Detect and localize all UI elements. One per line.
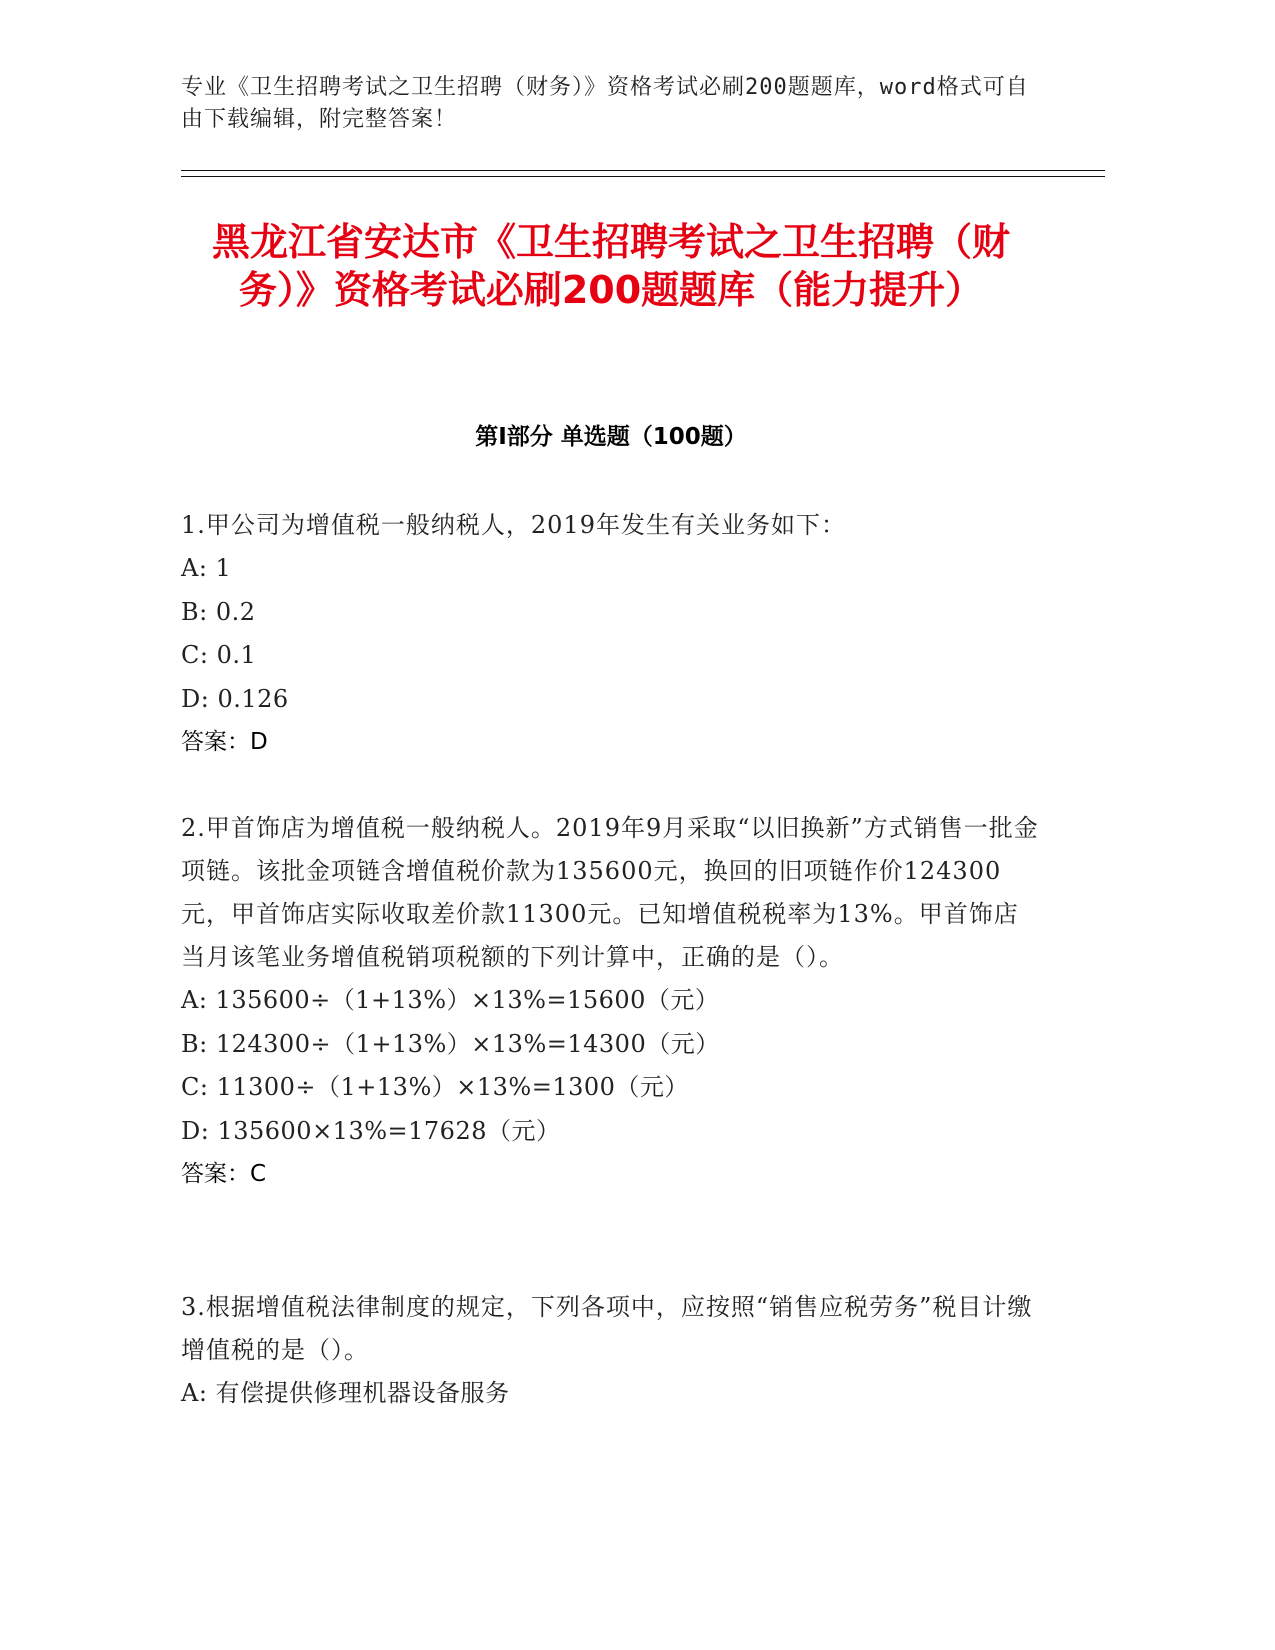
option-c: C: 0.1 bbox=[181, 641, 257, 669]
header-note: 专业《卫生招聘考试之卫生招聘（财务）》资格考试必刷200题题库，word格式可自由下载编辑，附完整答案！ bbox=[181, 75, 1029, 132]
question-stem: 3.根据增值税法律制度的规定，下列各项中，应按照“销售应税劳务”税目计缴增值税的是（）。 bbox=[181, 1293, 1033, 1364]
header-divider-top bbox=[181, 170, 1105, 171]
option-a: A: 有偿提供修理机器设备服务 bbox=[181, 1379, 510, 1407]
question-1 bbox=[181, 504, 1041, 764]
header-divider-bottom bbox=[181, 176, 1105, 177]
option-d: D: 0.126 bbox=[181, 684, 289, 713]
option-b: B: 0.2 bbox=[181, 597, 256, 626]
option-a: A: 1 bbox=[181, 554, 232, 582]
section-title: 第I部分 单选题（100题） bbox=[475, 424, 747, 450]
document-title: 黑龙江省安达市《卫生招聘考试之卫生招聘（财务）》资格考试必刷200题题库（能力提升） bbox=[211, 220, 1010, 312]
option-b: B: 124300÷（1+13%）×13%=14300（元） bbox=[181, 1029, 720, 1058]
question-stem: 2.甲首饰店为增值税一般纳税人。2019年9月采取“以旧换新”方式销售一批金项链。该批金项链含增值税价款为135600元，换回的旧项链作价124300元，甲首饰店实际收取差价款11300元。已知增值税税率为13%。甲首饰店当月该笔业务增值税销项税额的下列计算中，正确的是（）。 bbox=[181, 814, 1039, 971]
question-stem: 1.甲公司为增值税一般纳税人，2019年发生有关业务如下： bbox=[181, 511, 846, 539]
option-c: C: 11300÷（1+13%）×13%=1300（元） bbox=[181, 1073, 689, 1101]
option-a: A: 135600÷（1+13%）×13%=15600（元） bbox=[181, 986, 720, 1014]
question-2 bbox=[181, 807, 1041, 1196]
answer: 答案：D bbox=[181, 729, 268, 755]
answer: 答案：C bbox=[181, 1161, 267, 1187]
option-d: D: 135600×13%=17628（元） bbox=[181, 1116, 561, 1145]
question-3 bbox=[181, 1286, 1041, 1416]
